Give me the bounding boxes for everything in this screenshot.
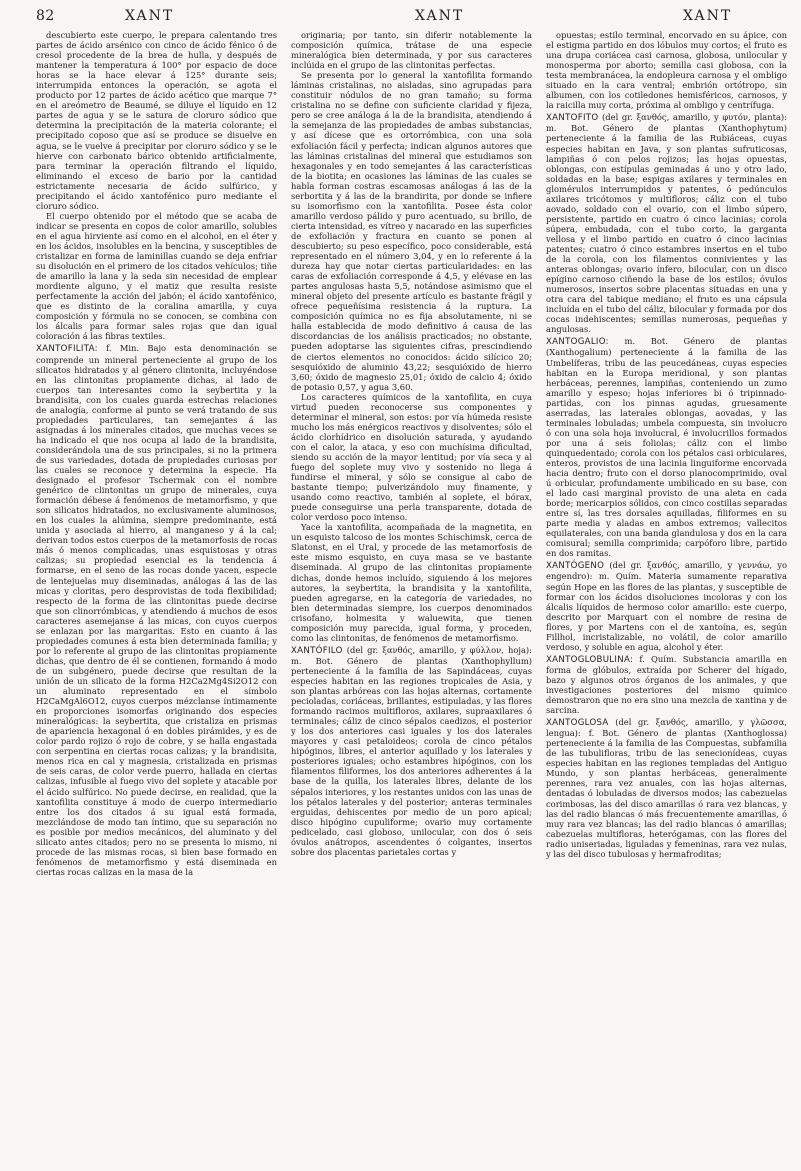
dictionary-entry [546, 654, 787, 715]
page-number: 82 [36, 8, 55, 24]
paragraph-text: (del gr. ξανθός, amarillo, y γεννάω, yo engendro): m. Quím. Materia sumamente reparativa según Hope en las flores de las plantas, y susceptible de formar con los ácidos disoluciones incoloras y con los álcalis líquidos de hermoso color amarillo: este cuerpo, descrito por Marquart con el nombre de resina de flores, y por Martens con el de xantoína, es, según Fillhol, incristalizable, no volátil, de color amarillo verdoso, y soluble en agua, alcohol y éter. [546, 560, 787, 652]
paragraph-text: (del gr. ξανθός, amarillo, y γλῶσσα, lengua): f. Bot. Género de plantas (Xanthoglossa) perteneciente á la familia de las Compuestas, subfamilia de las tubulifloras, tribu de las senecionídeas, cuyas especies habitan en las regiones templadas del Antiguo Mundo, y son plantas herbáceas, generalmente perennes, rara vez anuales, con las hojas alternas, dentadas ó lobuladas de diversos modos; las cabezuelas corimbosas, las del disco amarillas ó rara vez blancas, y las del radio blancas ó más frecuentemente amarillas, ó muy rara vez blancas; las del radio blancas ó amarillas; cabezuelas multifloras, heterógamas, con las flores del radio uniseriadas, liguladas y femeninas, rara vez nulas, y las del disco tubulosas y hermafroditas; [546, 717, 787, 859]
paragraph [546, 30, 787, 110]
entry-headword: XANTÓGENO [546, 561, 605, 572]
paragraph [291, 30, 532, 70]
paragraph [291, 392, 532, 523]
text-columns [36, 30, 787, 1165]
running-head-right: XANT [683, 8, 733, 24]
paragraph-text: Los caracteres químicos de la xantofilita, en cuya virtud pueden reconocerse sus componentes y determinar el mineral, son estos: por vía húmeda resiste mucho los más enérgicos reactivos y disolventes; sólo el ácido clorhídrico en disolución saturada, y ayudando con el calor, la ataca, y eso con muchísima dificultad, siendo su acción de la mayor lentitud; por vía seca y al fuego del soplete muy vivo y sostenido no llega á fundirse el mineral, y sólo se consigue al cabo de bastante tiempo; pulverizándolo muy finamente, y usando como reactivo, también al soplete, el bórax, puede conseguirse una perla transparente, dotada de color verdoso poco intenso. [291, 391, 532, 523]
running-head-center: XANT [415, 8, 465, 24]
entry-headword: XANTÓFILO [291, 645, 343, 656]
paragraph-text: Se presenta por lo general la xantofilita formando láminas cristalinas, no aisladas, sino agrupadas para constituir nódulos de no gran tamaño; su forma cristalina no se define con suficiente claridad y fijeza, pero se cree análoga á la de la brandisita, atendiendo á la semejanza de las propiedades de ambas substancias, y así dícese que es ortorrómbica, con una sola exfoliación fácil y perfecta; indican algunos autores que las láminas cristalinas del mineral que estudiamos son hexagonales y en todo semejantes á las características de la biotita; en ocasiones las láminas de las cuales se habla forman costras escamosas análogas á las de la serbortita y á las de la brandirita, por donde se infiere su isomorfismo con la xantofilita. Posee ésta color amarillo verdoso pálido y puro acentuado, su brillo, de cierta intensidad, es vítreo y nacarado en las superficies de exfoliación y fractura en cuanto se ponen al descubierto; su peso específico, poco considerable, está representado en el número 3,04, y en lo referente á la dureza hay que notar ciertas particularidades: en las caras de exfoliación corresponde á 4,5, y elévase en las partes angulosas hasta 5,5, notándose asimismo que el mineral objeto del presente artículo es bastante frágil y ofrece pequeñísima resistencia á la ruptura. La composición química no es fija absolutamente, ni se halla establecida de modo definitivo á causa de las discordancias de los análisis practicados; no obstante, pueden adoptarse las siguientes cifras, prescindiendo de ciertos elementos no conocidos: ácido silícico 20; sesquióxido de aluminio 43,22; sesquióxido de hierro 3,60; óxido de magnesio 25,01; óxido de calcio 4; óxido de potasio 0,57, y agua 3,60. [291, 70, 532, 392]
paragraph-text: opuestas; estilo terminal, encorvado en su ápice, con el estigma partido en dos lóbulos muy cortos; el fruto es una drupa coriácea casi carnosa, globosa, unilocular y monosperma por aborto; semilla casi globosa, con la testa membranácea, la endopleura carnosa y el ombligo situado en la cara ventral; embrión ortótropo, sin albumen, con los cotiledones hemisféricos, carnosos, y la raicilla muy corta, próxima al ombligo y centrífuga. [546, 30, 787, 111]
entry-headword: XANTOGLOSA [546, 718, 609, 729]
entry-headword: XANTOGLOBULINA: [546, 654, 634, 665]
column-middle [291, 30, 532, 1165]
paragraph-text: m. Bot. Género de plantas (Xanthogalium) perteneciente á la familia de las Umbelíferas, tribu de las peucedáneas, cuyas especies habitan en la Europa meridional, y son plantas herbáceas, perennes, lampiñas, conteniendo un zumo amarillo y espeso; hojas inferiores bi ó tripinnado-partidas, con los pinnas agudas, gruesamente aserradas, las laterales oblongas, aovadas, y las terminales lobuladas; umbela compuesta, sin involucro ó con una sola hoja involucral, é involucrillos formados por una á seis foliolas; cáliz con el limbo quinquedentado; corola con los pétalos casi orbiculares, enteros, provistos de una lacinia linguiforme encorvada hacia dentro; fruto con el dorso planocomprimido, oval ú orbicular, profundamente umbilicado en su base, con el lado casi marginal provisto de una aleta en cada borde; mericarpios sólidos, con cinco costillas separadas entre sí, las tres dorsales aquilladas, filiformes en su parte media y aladas en ambos extremos; vallecitos equilaterales, con una banda glandulosa y dos en la cara comisural; semilla comprimida; carpóforo libre, partido en dos ramitas. [546, 336, 787, 559]
paragraph-text: Yace la xantofilita, acompañada de la magnetita, en un esquisto talcoso de los montes Schischimsk, cerca de Slatonst, en el Ural, y procede de las metamorfosis de este mismo esquisto, en cuya masa se ve bastante diseminada. Al grupo de las clintonitas propiamente dichas, donde hemos incluído, siguiendo á los mejores autores, la seybertita, la brandisita y la xantofilita, pueden agregarse, en la categoría de variedades, no bien determinadas siempre, los cuerpos denominados crisofano, holmesita y waluewita, que tienen composición muy parecida, igual forma, y proceden, como las clintonitas, de fenómenos de metamorfismo. [291, 522, 532, 643]
entry-headword: XANTOFILITA: [36, 344, 98, 355]
entry-headword: XANTOGALIO: [546, 337, 609, 348]
paragraph [36, 211, 277, 342]
paragraph-text: descubierto este cuerpo, le prepara calentando tres partes de ácido arsénico con cinco de ácido fénico ó de cresol procedente de la brea de hulla, y después de mantener la temperatura á 100° por espacio de doce horas se la hace elevar á 125° durante seis; interrumpida entonces la operación, se agota el producto por 12 partes de ácido acético que marque 7° en el areómetro de Beaumé, se diluye el líquido en 12 partes de agua y se le satura de cloruro sódico que determina la precipitación de la materia colorante; el precipitado coposo que así se produce se disuelve en agua, se le vuelve á precipitar por cloruro sódico y se le hierve con carbonato bárico obtenido artificialmente, para terminar la operación filtrando el líquido, eliminando el exceso de bario por la cantidad estrictamente necesaria de ácido sulfúrico, y precipitando el ácido xantofénico puro mediante el cloruro sódico. [36, 30, 277, 211]
paragraph [36, 30, 277, 211]
paragraph [291, 70, 532, 392]
dictionary-entry [291, 645, 532, 857]
paragraph-text: El cuerpo obtenido por el método que se acaba de indicar se presenta en copos de color amarillo, solubles en el agua hirviente así como en el alcohol, en el éter y en los ácidos, insolubles en la bencina, y susceptibles de cristalizar en forma de laminillas cuando se deja enfriar su disolución en el primero de los citados vehículos; tiñe de amarillo la lana y la seda sin necesidad de emplear mordiente alguno, y el matiz que resulta resiste perfectamente la acción del jabón; el ácido xantofénico, que es distinto de la coralina amarilla, y cuya composición y fórmula no se conocen, se combina con los álcalis para formar sales rojas que dan igual coloración á las fibras textiles. [36, 210, 277, 342]
paragraph-text: f. Quím. Substancia amarilla en forma de glóbulos, extraída por Scherer del hígado, bazo y algunos otros órganos de los animales, y que investigaciones posteriores del mismo químico demostraron que no era sino una mezcla de xantina y de sarcina. [546, 653, 787, 716]
dictionary-entry [546, 112, 787, 334]
paragraph-text: originaria; por tanto, sin diferir notablemente la composición química, trátase de una especie mineralógica bien determinada, y por sus caracteres inclúida en el grupo de las clintonitas perfectas. [291, 30, 532, 71]
dictionary-entry [36, 343, 277, 876]
paragraph-text: f. Min. Bajo esta denominación se comprende un mineral perteneciente al grupo de los silicatos hidratados y al género clintonita, incluyéndose en las clintonitas propiamente dichas, al lado de cuerpos tan interesantes como la seybertita y la brandisita, con los cuales guarda estrechas relaciones de analogía, conforme al punto se verá tratando de sus propiedades particulares, tan semejantes á las asignadas á los minerales citados, que muchas veces se ha indicado el que nos ocupa al lado de la brandisita, considerándola una de sus principales, si no la primera de sus variedades, dotada de propiedades curiosas por las cuales se reconoce y determina la especie. Ha designado el profesor Tschermak con el nombre genérico de clintonitas un grupo de minerales, cuya formación débese á fenómenos de metamorfismo, y que son silicatos hidratados, no exclusivamente aluminosos, en los cuales la alúmina, siempre predominante, está unida y asociada al hierro, al manganeso y á la cal; derivan todos estos cuerpos de la metamorfosis de rocas más ó menos complicadas, unas esquistosas y otras calizas; su propiedad esencial es la tendencia á formarse, en el seno de las rocas donde yacen, especie de lentejuelas muy diseminadas, análogas á las de las micas y cloritas, pero desprovistas de toda flexibilidad; respecto de la forma de las clintonitas puede decirse que son clinorrómbicas, y atendiendo á muchos de esos caracteres asemejanse á las micas, con cuyos cuerpos se enlazan por las margaritas. Esto en cuanto á las propiedades comunes á esta bien determinada familia; y por lo referente al grupo de las clintonitas propiamente dichas, que dentro de él se contienen, formando á modo de un subgénero, puede decirse que resultan de la unión de un silicato de la forma H2Ca2Mg4Si2O12 con un aluminato representado en el símbolo H2CaMgAl6O12, cuyos cuerpos mézclanse íntimamente en proporciones isomorfas originando dos especies mineralógicas: la seybertita, que cristaliza en prismas de apariencia hexagonal ó en dobles pirámides, y es de color pardo rojizo ó rojo de cobre, y se halla engastada con serpentina en ciertas rocas calizas; y la brandisita, menos rica en cal y magnesia, cristalizada en prismas de seis caras, de color verde puerro, hallada en ciertas calizas, infusible al fuego vivo del soplete y atacable por el ácido sulfúrico. No puede decirse, en realidad, que la xantofilita constituye á modo de cuerpo intermediario entre los dos citados á su igual está formada, mezclándose de modo tan íntimo, que su separación no es posible por medios mecánicos, del aluminato y del silicato antes citados; pero no se presenta lo mismo, ni procede de las mismas rocas, si bien base formado en fenómenos de metamorfismo y está diseminada en ciertas rocas calizas en la masa de la [36, 343, 277, 877]
paragraph [291, 522, 532, 643]
dictionary-entry [546, 336, 787, 558]
column-right [546, 30, 787, 1165]
paragraph-text: (del gr. ξανθός, amarillo, y φυτόν, planta): m. Bot. Género de plantas (Xanthophytum) perteneciente á la familia de las Rubiáceas, cuyas especies habitan en Java, y son plantas sufruticosas, lampiñas ó con pelos rojizos; las hojas opuestas, oblongas, con estípulas geminadas á uno y otro lado, soldadas en la base; espigas axilares y terminales en glomérulos interrumpidos y patentes, ó pedúnculos axilares tricótomos y multifloros; cáliz con el tubo aovado, soldado con el ovario, con el limbo súpero, persistente, partido en cuatro ó cinco lacinias; corola súpera, embudada, con el tubo corto, la garganta vellosa y el limbo partido en cuatro ó cinco lacinias patentes; cuatro ó cinco estambres insertos en el tubo de la corola, con los filamentos connivientes y las anteras oblongas; ovario ínfero, bilocular, con un disco epígino carnoso ciñendo la base de los estilos; óvulos numerosos, insertos sobre placentas situadas en una y otra cara del tabique mediano; el fruto es una cápsula incluída en el tubo del cáliz, bilocular y formada por dos cocas indehiscentes; semillas numerosas, pequeñas y angulosas. [546, 112, 787, 335]
dictionary-entry [546, 560, 787, 651]
paragraph-text: (del gr. ξανθός, amarillo, y φύλλον, hoja): m. Bot. Género de plantas (Xanthophyllum) perteneciente á la familia de las Sapindáceas, cuyas especies habitan en las regiones tropicales de Asia, y son plantas arbóreas con las hojas alternas, cortamente pecioladas, coriáceas, brillantes, estipuladas, y las flores formando racimos multifloros, axilares, supraaxilares ó terminales; cáliz de cinco sépalos caedizos, el posterior y los dos anteriores casi iguales y los dos laterales mayores y casi petaloideos; corola de cinco pétalos hipóginos, libres, el anterior aquillado y los laterales y posteriores iguales; ocho estambres hipóginos, con los filamentos filiformes, los dos anteriores adherentes á la base de la quilla, los laterales libres, delante de los sépalos interiores, y los restantes unidos con las unas de los pétalos laterales y del posterior; anteras terminales erguidas, dehiscentes por medio de un poro apical; disco hipógino cupuliforme; ovario muy cortamente pedicelado, casi globoso, unilocular, con dos ó seis óvulos anátropos, ascendentes ó colgantes, insertos sobre dos placentas parietales cortas y [291, 644, 532, 857]
entry-headword: XANTOFITO [546, 113, 599, 124]
dictionary-entry [546, 717, 787, 859]
running-head-left: XANT [125, 8, 175, 24]
column-left [36, 30, 277, 1165]
